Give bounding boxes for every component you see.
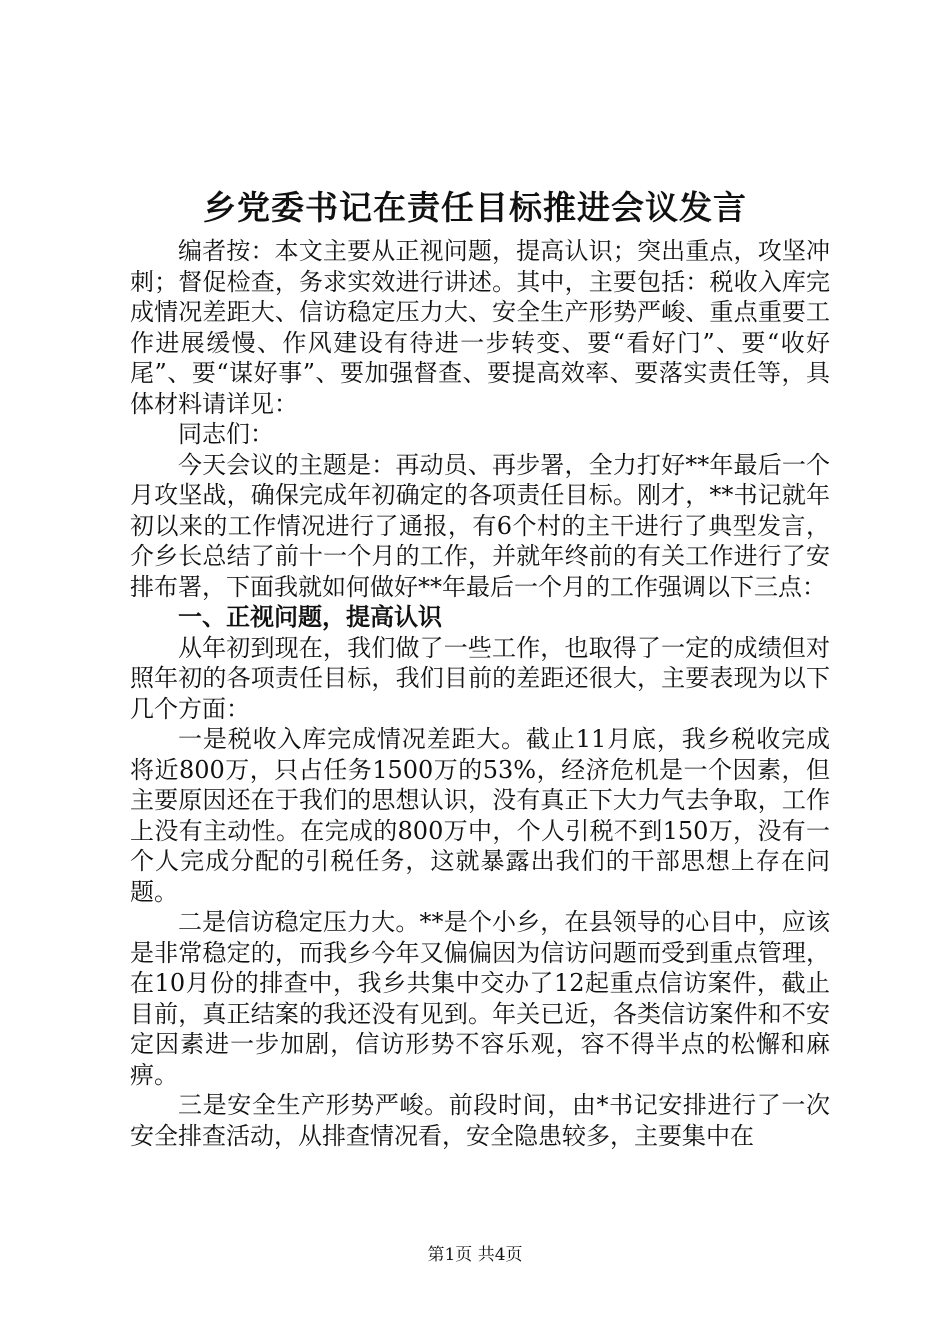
intro-paragraph: 今天会议的主题是：再动员、再步署，全力打好**年最后一个月攻坚战，确保完成年初确定的各项责任目标。刚才，**书记就年初以来的工作情况进行了通报，有6个村的主干进行了典型发言，介乡长总结了前十一个月的工作，并就年终前的有关工作进行了安排布署，下面我就如何做好**年最后一个月的工作强调以下三点： [130,450,830,601]
safety-issue-paragraph: 三是安全生产形势严峻。前段时间，由*书记安排进行了一次安全排查活动，从排查情况看，安全隐患较多，主要集中在 [130,1091,830,1150]
section-intro-paragraph: 从年初到现在，我们做了一些工作，也取得了一定的成绩但对照年初的各项责任目标，我们目前的差距还很大，主要表现为以下几个方面： [130,633,830,723]
document-body [130,236,830,1151]
salutation-paragraph: 同志们： [178,420,274,448]
section-heading: 一、正视问题，提高认识 [178,602,442,631]
tax-issue-paragraph: 一是税收入库完成情况差距大。截止11月底，我乡税收完成将近800万，只占任务1500万的53%，经济危机是一个因素，但主要原因还在于我们的思想认识，没有真正下大力气去争取，工作上没有主动性。在完成的800万中，个人引税不到150万，没有一个人完成分配的引税任务，这就暴露出我们的干部思想上存在问题。 [130,725,830,906]
petition-issue-paragraph: 二是信访稳定压力大。**是个小乡，在县领导的心目中，应该是非常稳定的，而我乡今年又偏偏因为信访问题而受到重点管理，在10月份的排查中，我乡共集中交办了12起重点信访案件，截止目前，真正结案的我还没有见到。年关已近，各类信访案件和不安定因素进一步加剧，信访形势不容乐观，容不得半点的松懈和麻痹。 [130,908,830,1089]
editor-note-paragraph: 编者按：本文主要从正视问题，提高认识；突出重点，攻坚冲刺；督促检查，务求实效进行讲述。其中，主要包括：税收入库完成情况差距大、信访稳定压力大、安全生产形势严峻、重点重要工作进展缓慢、作风建设有待进一步转变、要“看好门”、要“收好尾”、要“谋好事”、要加强督查、要提高效率、要落实责任等，具体材料请详见： [130,237,830,418]
page-footer: 第1页 共4页 [427,1245,523,1265]
document-title: 乡党委书记在责任目标推进会议发言 [203,188,747,227]
